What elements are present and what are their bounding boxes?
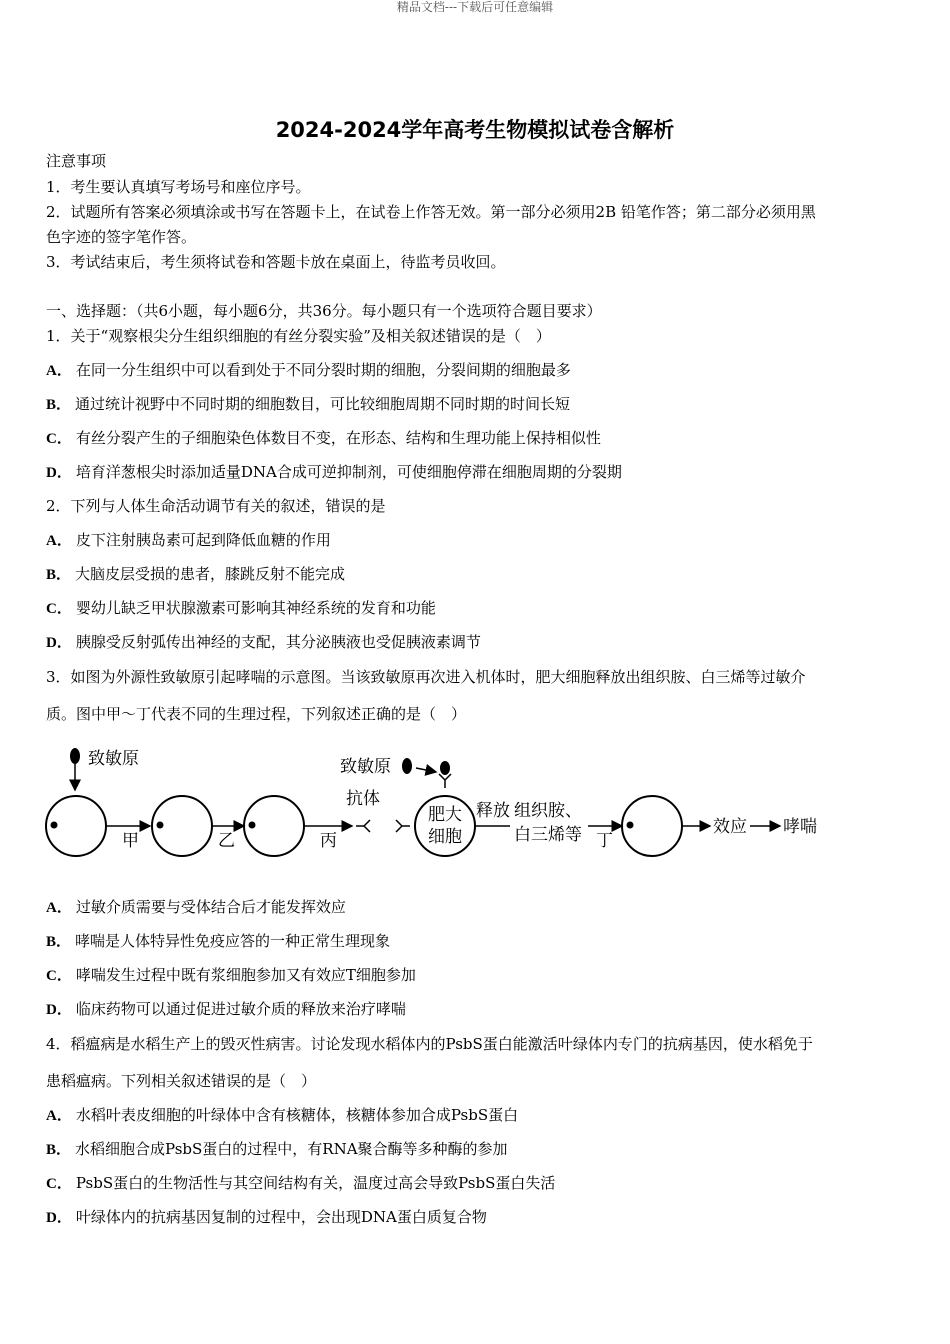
bound-allergen-dot — [440, 761, 450, 775]
process-jia: 甲 — [122, 831, 139, 851]
question-3-stem: 3．如图为外源性致敏原引起哮喘的示意图。当该致敏原再次进入机体时，肥大细胞释放出组织胺、白三烯等过敏介 — [46, 668, 806, 686]
q3-option-c: C． 哮喘发生过程中既有浆细胞参加又有效应T细胞参加 — [46, 966, 416, 984]
section-heading: 一、选择题：（共6小题，每小题6分，共36分。每小题只有一个选项符合题目要求） — [46, 302, 602, 320]
allergen-label: 致敏原 — [88, 749, 139, 769]
page-header: 精品文档---下载后可任意编辑 — [396, 0, 554, 14]
target-cell-nucleus — [627, 822, 634, 829]
question-1-stem: 1．关于“观察根尖分生组织细胞的有丝分裂实验”及相关叙述错误的是（ ） — [46, 327, 551, 345]
effect-label: 效应 — [713, 817, 747, 837]
cell-2-nucleus — [157, 822, 164, 829]
mast-cell-label-2: 细胞 — [428, 827, 462, 847]
q3-option-a: A． 过敏介质需要与受体结合后才能发挥效应 — [46, 898, 346, 916]
q4-option-c: C． PsbS蛋白的生物活性与其空间结构有关，温度过高会导致PsbS蛋白失活 — [46, 1174, 556, 1192]
q4-option-d: D． 叶绿体内的抗病基因复制的过程中，会出现DNA蛋白质复合物 — [46, 1208, 487, 1226]
cell-1-nucleus — [51, 822, 58, 829]
q3-option-d: D． 临床药物可以通过促进过敏介质的释放来治疗哮喘 — [46, 1000, 406, 1018]
notice-heading: 注意事项 — [46, 152, 107, 170]
free-antibody — [356, 820, 370, 832]
bound-antibody-left — [396, 820, 410, 832]
notice-item: 色字迹的签字笔作答。 — [46, 228, 197, 246]
release-label: 释放 — [476, 801, 510, 821]
q2-option-c: C． 婴幼儿缺乏甲状腺激素可影响其神经系统的发育和功能 — [46, 599, 436, 617]
q1-option-b: B． 通过统计视野中不同时期的细胞数目，可比较细胞周期不同时期的时间长短 — [46, 395, 571, 413]
q2-option-b: B． 大脑皮层受损的患者，膝跳反射不能完成 — [46, 565, 346, 583]
q1-option-d: D． 培育洋葱根尖时添加适量DNA合成可逆抑制剂，可使细胞停滞在细胞周期的分裂期 — [46, 463, 622, 481]
cell-3-nucleus — [249, 822, 256, 829]
asthma-label: 哮喘 — [783, 817, 817, 837]
allergen-asthma-diagram — [40, 742, 840, 872]
q4-option-a: A． 水稻叶表皮细胞的叶绿体中含有核糖体，核糖体参加合成PsbS蛋白 — [46, 1106, 519, 1124]
q2-option-d: D． 胰腺受反射弧传出神经的支配，其分泌胰液也受促胰液素调节 — [46, 633, 481, 651]
process-bing: 丙 — [320, 831, 337, 851]
q3-option-b: B． 哮喘是人体特异性免疫应答的一种正常生理现象 — [46, 932, 391, 950]
bound-antibody-top — [439, 774, 451, 788]
allergen-dot — [70, 748, 80, 764]
allergen-2-label: 致敏原 — [340, 757, 391, 777]
q1-option-a: A． 在同一分生组织中可以看到处于不同分裂时期的细胞，分裂间期的细胞最多 — [46, 361, 571, 379]
question-2-stem: 2．下列与人体生命活动调节有关的叙述，错误的是 — [46, 497, 386, 515]
process-ding: 丁 — [596, 831, 613, 851]
mediator-label-2: 白三烯等 — [514, 825, 582, 845]
antibody-label: 抗体 — [346, 789, 380, 809]
question-3-stem-cont: 质。图中甲～丁代表不同的生理过程，下列叙述正确的是（ ） — [46, 705, 467, 723]
question-4-stem-cont: 患稻瘟病。下列相关叙述错误的是（ ） — [46, 1072, 317, 1090]
mast-cell-label-1: 肥大 — [428, 805, 462, 825]
notice-item: 2．试题所有答案必须填涂或书写在答题卡上，在试卷上作答无效。第一部分必须用2B 铅笔作答；第二部分必须用黑 — [46, 203, 816, 221]
question-4-stem: 4．稻瘟病是水稻生产上的毁灭性病害。讨论发现水稻体内的PsbS蛋白能激活叶绿体内专门的抗病基因，使水稻免于 — [46, 1035, 813, 1053]
process-yi: 乙 — [218, 831, 235, 851]
notice-item: 3．考试结束后，考生须将试卷和答题卡放在桌面上，待监考员收回。 — [46, 253, 506, 271]
notice-item: 1．考生要认真填写考场号和座位序号。 — [46, 178, 311, 196]
q4-option-b: B． 水稻细胞合成PsbS蛋白的过程中，有RNA聚合酶等多种酶的参加 — [46, 1140, 508, 1158]
mediator-label-1: 组织胺、 — [514, 801, 582, 821]
q2-option-a: A． 皮下注射胰岛素可起到降低血糖的作用 — [46, 531, 331, 549]
page-title: 2024-2024学年高考生物模拟试卷含解析 — [275, 118, 675, 142]
q1-option-c: C． 有丝分裂产生的子细胞染色体数目不变，在形态、结构和生理功能上保持相似性 — [46, 429, 601, 447]
allergen-2-dot — [402, 758, 412, 774]
